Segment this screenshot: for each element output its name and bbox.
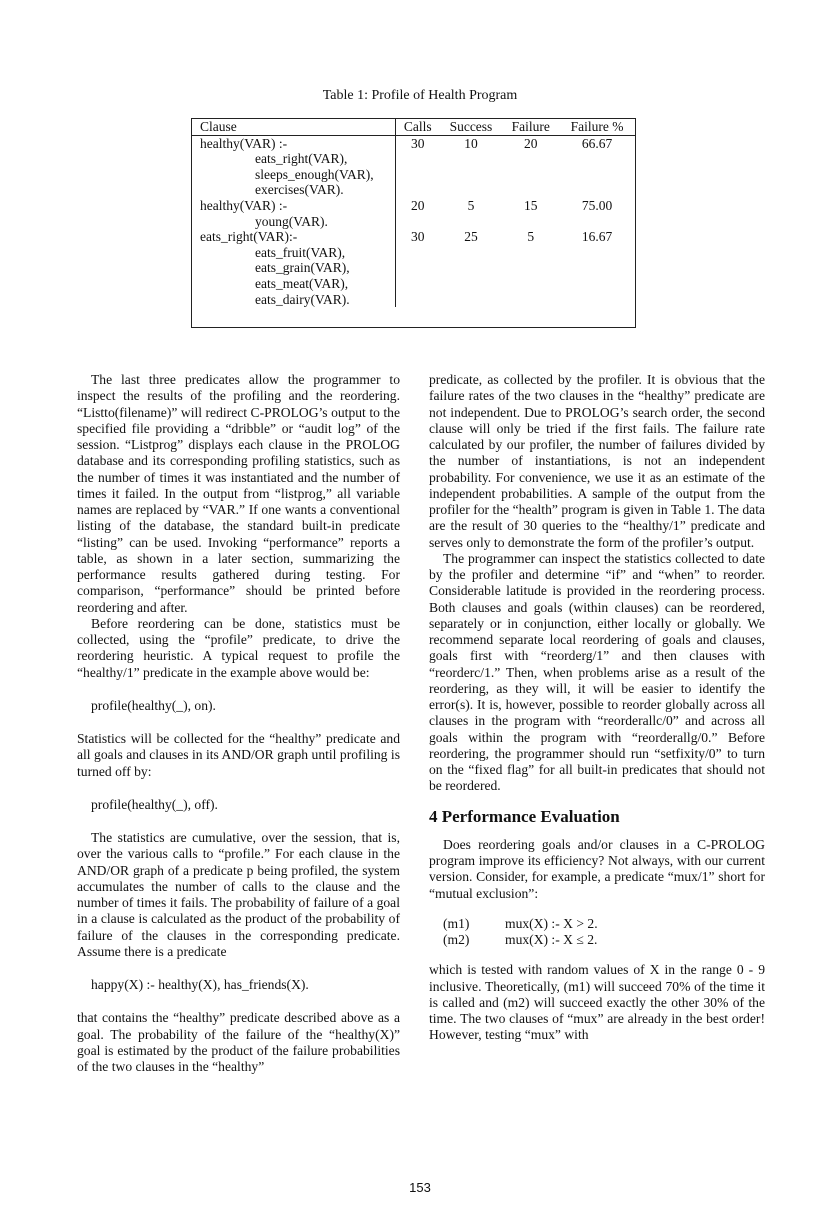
header-success: Success (440, 119, 503, 135)
clause-label: (m2) (443, 932, 470, 947)
clause-head: healthy(VAR) :- (200, 135, 288, 151)
clause-goal: eats_grain(VAR), (255, 260, 350, 276)
clause-label: (m1) (443, 915, 470, 931)
paragraph: predicate, as collected by the profiler. It is obvious that the failure rates of the two clauses in the “healthy” predicate are not independent. Due to PROLOG’s search order, the second clause will only be tried if the first fails. The failure rate calculated by our profiler, the number of failures divided by the number of instantiations, is not an independent probability. For convenience, we use it as an estimate of the independent probabilities. A sample of the output from the profiler for the “health” program is given in Table 1. The data are the result of 30 queries to the “healthy/1” predicate and serves only to demonstrate the form of the profiler’s output. (429, 372, 765, 550)
clause-cell (192, 198, 396, 229)
paragraph: Before reordering can be done, statistics must be collected, using the “profile” predicate, to drive the reordering heuristic. A typical request to profile the “healthy/1” predicate in the example above would be: (77, 615, 400, 680)
table-row (192, 198, 635, 229)
table-caption: Table 1: Profile of Health Program (322, 88, 518, 103)
paragraph: that contains the “healthy” predicate described above as a goal. The probability of the failure of the “healthy(X)” goal is estimated by the product of the failure probabilities of the two clauses in the “healthy” (77, 1010, 400, 1074)
calls-cell: 30 (396, 135, 440, 198)
header-failure: Failure (502, 119, 559, 135)
header-calls: Calls (396, 119, 440, 135)
mux-clauses (443, 916, 765, 949)
clause-cell (192, 229, 396, 307)
header-failure-pct: Failure % (559, 119, 635, 135)
paragraph: Statistics will be collected for the “healthy” predicate and all goals and clauses in its AND/OR graph until profiling is turned off by: (77, 731, 400, 779)
header-clause: Clause (192, 119, 396, 135)
clause-goal: sleeps_enough(VAR), (255, 166, 374, 182)
table-header-row (192, 119, 635, 135)
failure-pct-cell: 75.00 (581, 197, 613, 213)
clause-code: mux(X) :- X ≤ 2. (505, 932, 598, 947)
page-number: 153 (409, 1180, 431, 1195)
failure-pct-cell: 16.67 (581, 229, 613, 245)
clause-goal: eats_fruit(VAR), (255, 244, 346, 260)
code-line: profile(healthy(_), on). (91, 697, 216, 713)
table-row (192, 229, 635, 307)
clause-goal: eats_meat(VAR), (255, 275, 349, 291)
paragraph: The last three predicates allow the programmer to inspect the results of the profiling and the reordering. “Listto(filename)” will redirect C-PROLOG’s output to the specified file providing a “dribble” or “audit log” of the session. “Listprog” displays each clause in the PROLOG database and its corresponding profiling statistics, such as the number of times it was instantiated and the number of times it failed. In the output from “listprog,” all variable names are replaced by “VAR.” If one wants a conventional listing of the database, the standard built-in predicate “listing” can be used. Invoking “performance” reports a table, as shown in a later section, summarizing the performance results gathered during testing. For comparison, “performance” should be printed before reordering and after. (77, 372, 400, 615)
success-cell: 25 (464, 229, 478, 245)
right-column (429, 372, 765, 1044)
calls-cell: 20 (396, 198, 440, 229)
clause-code: mux(X) :- X > 2. (505, 915, 598, 931)
clause-goal: exercises(VAR). (255, 182, 344, 198)
clause-cell (192, 135, 396, 198)
success-cell: 5 (467, 197, 475, 213)
code-line: happy(X) :- healthy(X), has_friends(X). (91, 977, 309, 992)
failure-cell: 5 (527, 229, 535, 245)
clause-goal: young(VAR). (255, 213, 328, 229)
paragraph: The statistics are cumulative, over the session, that is, over the various calls to “profile.” For each clause in the AND/OR graph of a predicate p being profiled, the system accumulates the number of calls to the clause and the number of times it fails. The probability of failure of a goal in a clause is calculated as the product of the probability of failure of the clauses in the corresponding predicate. Assume there is a predicate (77, 830, 400, 959)
success-cell: 10 (464, 135, 478, 151)
mux-clause-m2 (443, 932, 765, 948)
clause-head: healthy(VAR) :- (200, 197, 288, 213)
paragraph: The programmer can inspect the statistics collected to date by the profiler and determine “if” and “when” to reorder. Considerable latitude is provided in the reordering process. Both clauses and goals (within clauses) can be reordered, separately or in conjunction, either locally or globally. We recommend separate local reordering of goals and clauses, goals first with “reorderg/1” and then clauses with “reorderc/1.” Then, when problems arise as a result of the reordering, as they will, it will be easier to identify the error(s). It is, however, possible to reorder globally across all clauses in the program with “reorderallc/0” and across all goals within the program with “reorderallg/0.” Before reordering, the programmer should run “setfixity/0” to turn on the “fixed flag” for all built-in predicates that should not be reordered. (429, 550, 765, 794)
paragraph: Does reordering goals and/or clauses in a C-PROLOG program improve its efficiency? Not always, with our current version. Consider, for example, a predicate “mux/1” short for “mutual exclusion”: (429, 836, 765, 901)
calls-cell: 30 (396, 229, 440, 307)
failure-pct-cell: 66.67 (581, 135, 613, 151)
clause-goal: eats_dairy(VAR). (255, 291, 350, 307)
mux-clause-m1 (443, 916, 765, 932)
code-line: profile(healthy(_), off). (91, 796, 218, 812)
failure-cell: 15 (524, 197, 538, 213)
left-column (77, 372, 400, 1075)
clause-head: eats_right(VAR):- (200, 229, 298, 245)
clause-goal: eats_right(VAR), (255, 151, 348, 167)
profile-table (191, 118, 636, 328)
section-heading: 4 Performance Evaluation (429, 806, 620, 826)
failure-cell: 20 (524, 135, 538, 151)
paragraph: which is tested with random values of X in the range 0 - 9 inclusive. Theoretically, (m1) will succeed 70% of the time it is called and (m2) will succeed exactly the other 30% of the time. The two clauses of “mux” are already in the best order! However, testing “mux” with (429, 962, 765, 1043)
table-row (192, 135, 635, 198)
